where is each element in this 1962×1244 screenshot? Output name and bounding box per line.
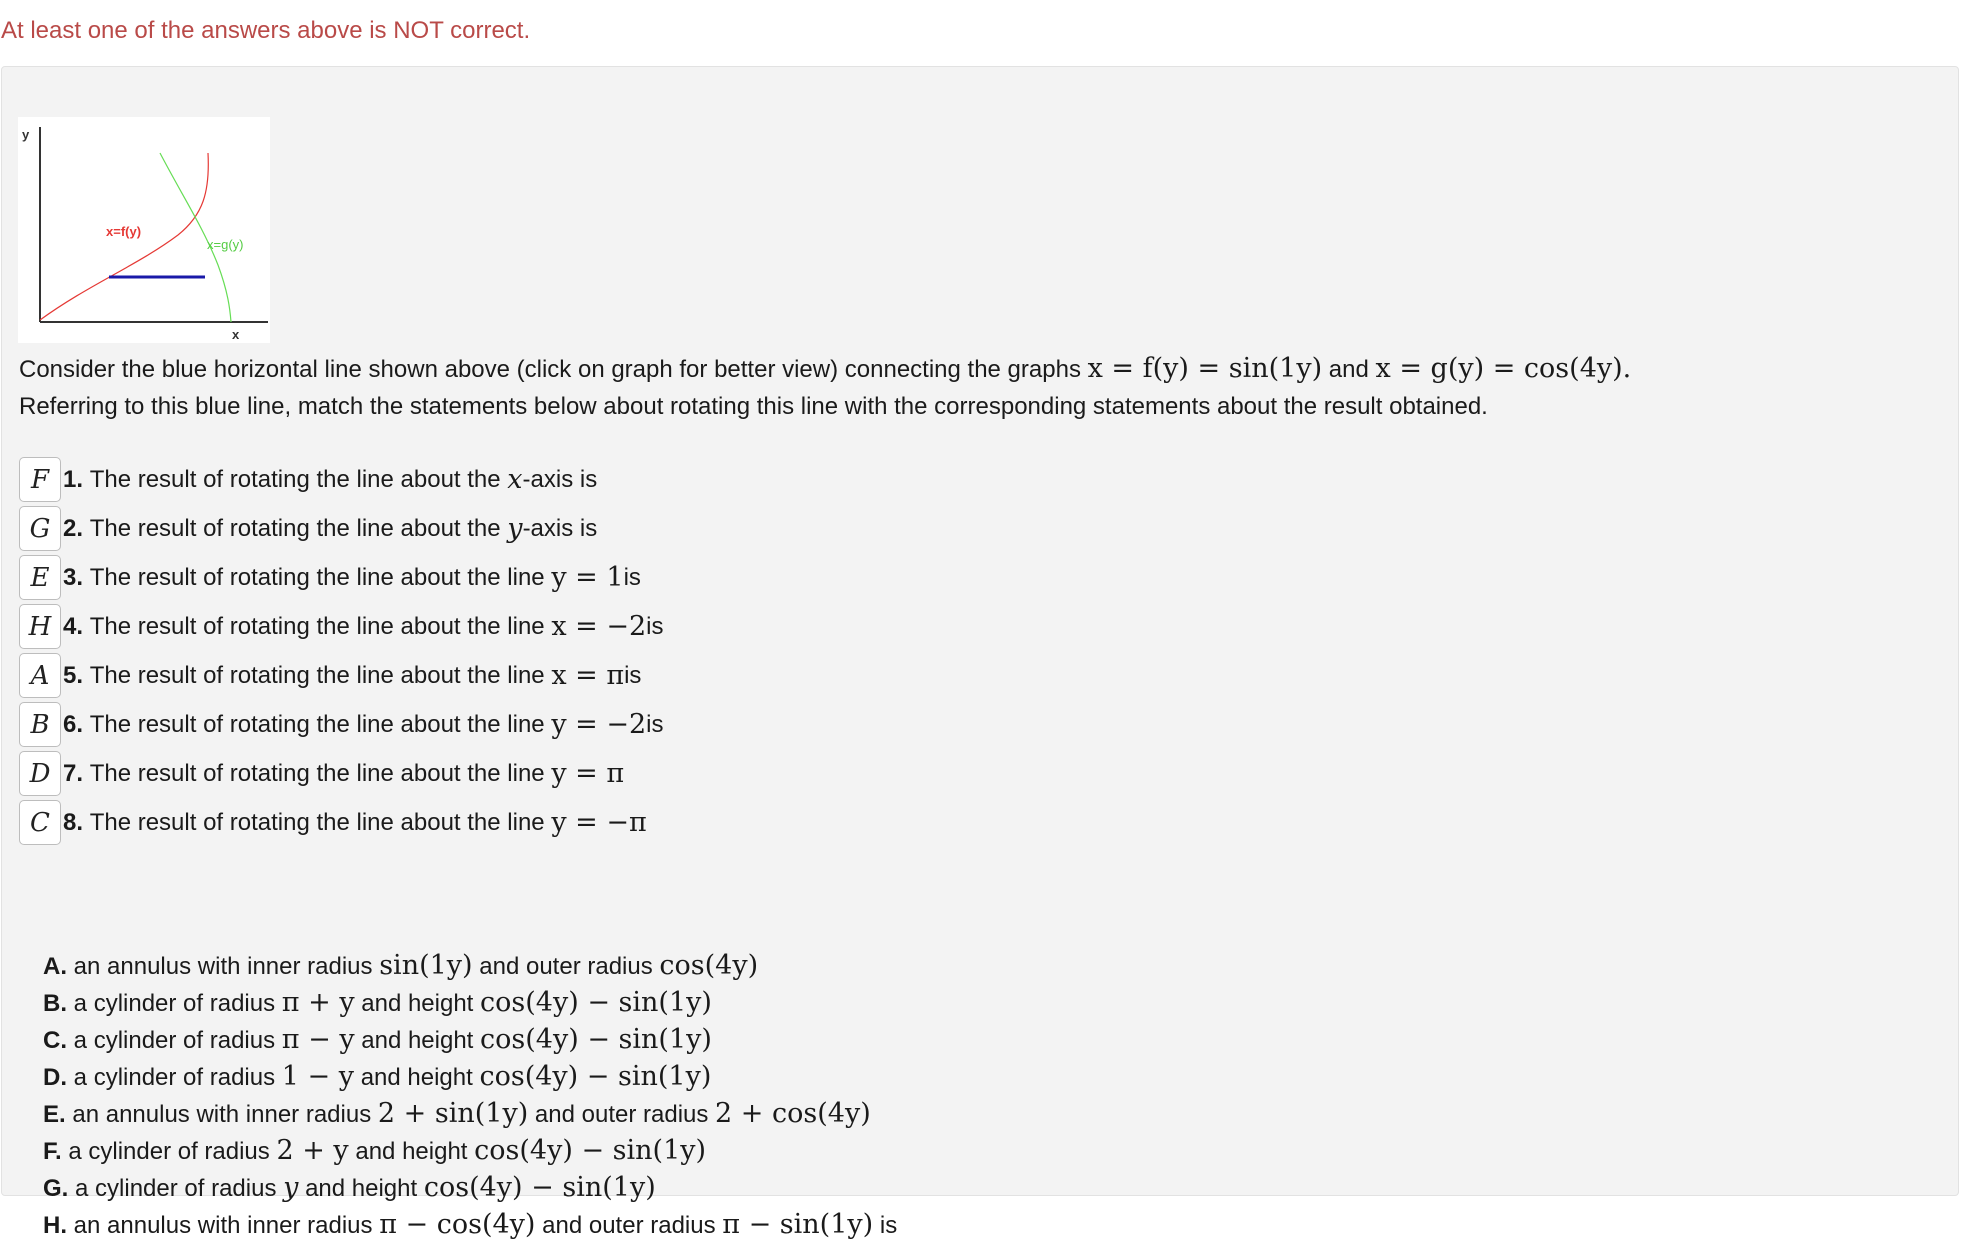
statement-row [19, 455, 664, 504]
statement-math: x = −2 [551, 611, 647, 642]
option-list [43, 947, 897, 1243]
option-text: a cylinder of radius [73, 1064, 276, 1091]
equation-f: x = f(y) = sin(1y) [1087, 353, 1323, 384]
answer-input[interactable]: G [19, 506, 61, 551]
statement-row [19, 700, 664, 749]
statement-math: y = −π [551, 807, 647, 838]
option-label: H. [43, 1212, 67, 1239]
statement-list [19, 455, 664, 847]
option-math: cos(4y) − sin(1y) [423, 1172, 656, 1203]
option-math: cos(4y) − sin(1y) [479, 1061, 712, 1092]
graph-svg [18, 117, 270, 343]
option-label: F. [43, 1138, 62, 1165]
option-item [43, 1206, 897, 1243]
option-math: π − y [281, 1024, 355, 1055]
statement-text: The result of rotating the line about the line [89, 808, 545, 836]
option-item [43, 1132, 897, 1169]
statement-suffix: is [623, 563, 641, 591]
statement-math: y = π [551, 758, 625, 789]
option-item [43, 984, 897, 1021]
statement-suffix: is [624, 661, 642, 689]
option-item [43, 1058, 897, 1095]
statement-suffix: is [646, 612, 664, 640]
option-math: 2 + y [276, 1135, 349, 1166]
answer-input[interactable]: F [19, 457, 61, 502]
statement-number: 8. [63, 808, 84, 836]
option-text: and outer radius [534, 1101, 709, 1128]
option-text: a cylinder of radius [75, 1175, 277, 1202]
statement-math: y = −2 [551, 709, 647, 740]
option-text: and height [360, 1064, 473, 1091]
option-math: cos(4y) [659, 950, 759, 981]
statement-row [19, 749, 664, 798]
statement-row [19, 602, 664, 651]
statement-number: 1. [63, 465, 84, 493]
option-text: an annulus with inner radius [73, 953, 373, 980]
option-label: A. [43, 953, 67, 980]
statement-text: The result of rotating the line about the line [89, 563, 545, 591]
f-curve-label: x=f(y) [106, 224, 142, 239]
intro-line-1 [19, 350, 1631, 388]
x-axis-label: x [232, 327, 240, 342]
option-item [43, 1021, 897, 1058]
option-math: cos(4y) − sin(1y) [480, 1024, 712, 1055]
option-suffix: is [879, 1212, 898, 1239]
statement-row [19, 504, 664, 553]
statement-number: 2. [63, 514, 84, 542]
intro-line-2: Referring to this blue line, match the statements below about rotating this line with the corresponding statements about the result obtained. [19, 393, 1488, 420]
statement-suffix: -axis is [522, 514, 598, 542]
answer-input[interactable]: C [19, 800, 61, 845]
problem-panel [1, 66, 1959, 1240]
g-curve-label: x=g(y) [207, 237, 244, 252]
statement-text: The result of rotating the line about the [89, 514, 501, 542]
statement-number: 7. [63, 759, 84, 787]
answer-input[interactable]: E [19, 555, 61, 600]
statement-text: The result of rotating the line about the line [89, 759, 545, 787]
statement-suffix: -axis is [522, 465, 598, 493]
option-text: and outer radius [479, 953, 653, 980]
option-label: E. [43, 1101, 66, 1128]
graph-image[interactable] [18, 117, 270, 343]
answer-input[interactable]: H [19, 604, 61, 649]
option-math: cos(4y) − sin(1y) [480, 987, 712, 1018]
option-text: and outer radius [542, 1212, 716, 1239]
option-text: an annulus with inner radius [73, 1212, 373, 1239]
statement-text: The result of rotating the line about the line [89, 710, 545, 738]
option-text: and height [305, 1175, 418, 1202]
option-math: 2 + cos(4y) [715, 1098, 871, 1129]
option-text: an annulus with inner radius [72, 1101, 372, 1128]
option-text: and height [361, 1027, 474, 1054]
answer-input[interactable]: D [19, 751, 61, 796]
statement-row [19, 553, 664, 602]
option-math: 2 + sin(1y) [377, 1098, 529, 1129]
option-math: y [283, 1172, 299, 1203]
option-math: π + y [281, 987, 355, 1018]
intro-text: Consider the blue horizontal line shown above (click on graph for better view) connecting the graphs [19, 356, 1081, 383]
option-math: sin(1y) [379, 950, 473, 981]
statement-suffix: is [646, 710, 664, 738]
statement-math: y [507, 513, 523, 544]
statement-text: The result of rotating the line about the line [89, 661, 545, 689]
statement-math: x = π [551, 660, 625, 691]
option-label: C. [43, 1027, 67, 1054]
problem-intro [19, 350, 1631, 425]
option-label: B. [43, 990, 67, 1017]
intro-and: and [1328, 356, 1369, 383]
option-math: 1 − y [281, 1061, 355, 1092]
option-item [43, 947, 897, 984]
statement-number: 5. [63, 661, 84, 689]
option-text: and height [355, 1138, 468, 1165]
statement-math: x [507, 464, 523, 495]
statement-number: 3. [63, 563, 84, 591]
statement-row [19, 651, 664, 700]
option-item [43, 1095, 897, 1132]
option-math: π − cos(4y) [379, 1209, 536, 1240]
statement-text: The result of rotating the line about the line [89, 612, 545, 640]
statement-text: The result of rotating the line about the [89, 465, 501, 493]
option-label: D. [43, 1064, 67, 1091]
answer-input[interactable]: A [19, 653, 61, 698]
feedback-message: At least one of the answers above is NOT correct. [1, 17, 531, 44]
statement-row [19, 798, 664, 847]
statement-math: y = 1 [551, 562, 624, 593]
answer-input[interactable]: B [19, 702, 61, 747]
option-math: cos(4y) − sin(1y) [474, 1135, 707, 1166]
option-text: a cylinder of radius [73, 1027, 276, 1054]
statement-number: 4. [63, 612, 84, 640]
option-math: π − sin(1y) [722, 1209, 874, 1240]
option-text: a cylinder of radius [73, 990, 276, 1017]
option-item [43, 1169, 897, 1206]
y-axis-label: y [22, 127, 30, 142]
option-text: a cylinder of radius [68, 1138, 270, 1165]
statement-number: 6. [63, 710, 84, 738]
option-text: and height [361, 990, 474, 1017]
equation-g: x = g(y) = cos(4y). [1375, 353, 1632, 384]
option-label: G. [43, 1175, 69, 1202]
